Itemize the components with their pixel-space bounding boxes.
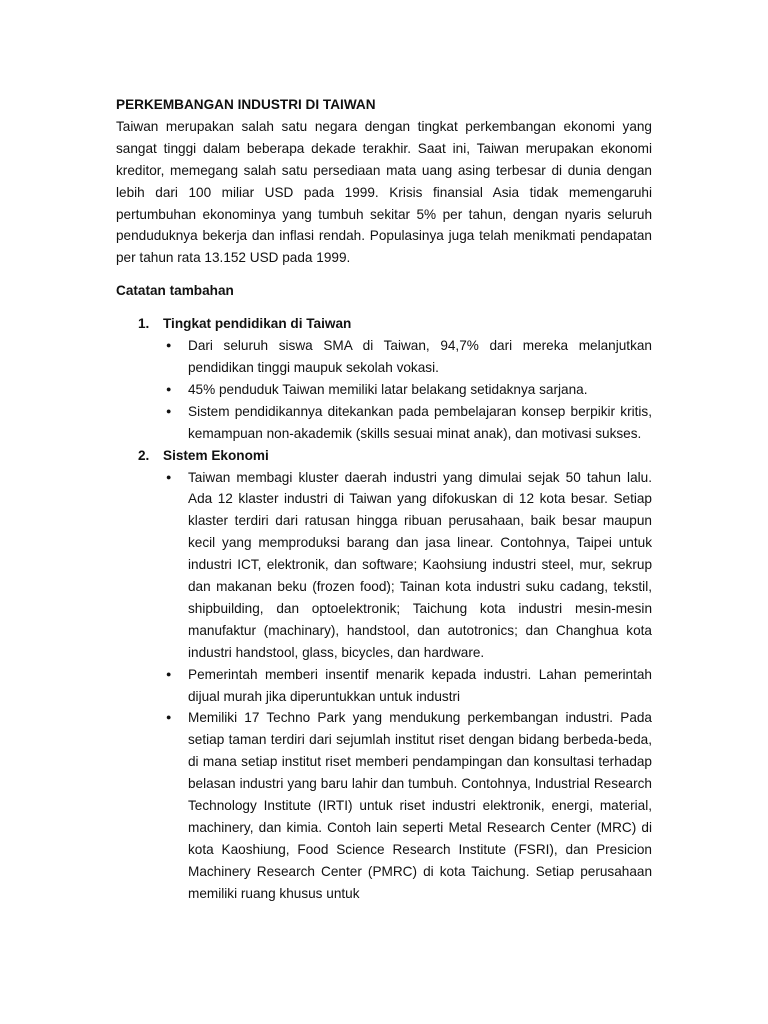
section-number: 1.	[138, 316, 150, 332]
document-title: PERKEMBANGAN INDUSTRI DI TAIWAN	[116, 97, 376, 112]
list-item	[116, 379, 652, 401]
bullet-icon: ●	[166, 668, 172, 679]
section-number: 2.	[138, 447, 150, 463]
section-heading	[116, 445, 652, 467]
bullet-icon: ●	[166, 383, 172, 394]
list-item	[116, 664, 652, 708]
document-page	[116, 94, 652, 905]
bullet-text: Sistem pendidikannya ditekankan pada pembelajaran konsep berpikir kritis, kemampuan non-akademik (skills sesuai minat anak), dan motivasi sukses.	[188, 403, 652, 441]
list-item	[116, 335, 652, 379]
bullet-text: Taiwan membagi kluster daerah industri yang dimulai sejak 50 tahun lalu. Ada 12 klaster industri di Taiwan yang difokuskan di 12 kota besar. Setiap klaster terdiri dari ratusan hingga ribuan perusahaan, baik besar maupun kecil yang memproduksi barang dan jasa linear. Contohnya, Taipei untuk industri ICT, elektronik, dan software; Kaohsiung industri steel, mur, sekrup dan makanan beku (frozen food); Tainan kota industri suku cadang, tekstil, shipbuilding, dan optoelektronik; Taichung kota industri mesin-mesin manufaktur (machinary), handstool, dan autotronics; dan Changhua kota industri handstool, glass, bicycles, dan hardware.	[188, 469, 652, 660]
section-heading-text: Tingkat pendidikan di Taiwan	[163, 316, 352, 332]
notes-heading: Catatan tambahan	[116, 283, 234, 299]
bullet-text: Pemerintah memberi insentif menarik kepada industri. Lahan pemerintah dijual murah jika diperuntukkan untuk industri	[188, 666, 652, 704]
bullet-icon: ●	[166, 712, 172, 723]
bullet-icon: ●	[166, 471, 172, 482]
list-item	[116, 707, 652, 904]
bullet-text: Dari seluruh siswa SMA di Taiwan, 94,7% dari mereka melanjutkan pendidikan tinggi maupuk sekolah vokasi.	[188, 338, 652, 375]
bullet-list	[116, 335, 652, 445]
bullet-text: Memiliki 17 Techno Park yang mendukung perkembangan industri. Pada setiap taman terdiri dari sejumlah institut riset dengan bidang berbeda-beda, di mana setiap institut riset memberi pendampingan dan konsultasi terhadap belasan industri yang baru lahir dan tumbuh. Contohnya, Industrial Research Technology Institute (IRTI) untuk riset industri elektronik, energi, material, machinery, dan kimia. Contoh lain seperti Metal Research Center (MRC) di kota Kaoshiung, Food Science Research Institute (FSRI), dan Presicion Machinery Research Center (PMRC) di kota Taichung. Setiap perusahaan memiliki ruang khusus untuk	[188, 710, 652, 901]
bullet-icon: ●	[166, 405, 172, 416]
numbered-list	[116, 313, 652, 904]
bullet-icon: ●	[166, 340, 172, 351]
list-item	[116, 401, 652, 445]
list-item-economy	[116, 445, 652, 905]
list-item	[116, 467, 652, 664]
section-heading-text: Sistem Ekonomi	[163, 447, 269, 463]
bullet-list	[116, 467, 652, 905]
intro-paragraph: Taiwan merupakan salah satu negara dengan tingkat perkembangan ekonomi yang sangat tinggi dalam beberapa dekade terakhir. Saat ini, Taiwan merupakan ekonomi kreditor, memegang salah satu persediaan mata uang asing terbesar di dunia dengan lebih dari 100 miliar USD pada 1999. Krisis finansial Asia tidak memengaruhi pertumbuhan ekonominya yang tumbuh sekitar 5% per tahun, dengan nyaris seluruh penduduknya bekerja dan inflasi rendah. Populasinya juga telah menikmati pendapatan per tahun rata 13.152 USD pada 1999.	[116, 118, 652, 266]
list-item-education	[116, 313, 652, 444]
section-heading	[116, 313, 652, 335]
bullet-text: 45% penduduk Taiwan memiliki latar belakang setidaknya sarjana.	[188, 381, 588, 397]
